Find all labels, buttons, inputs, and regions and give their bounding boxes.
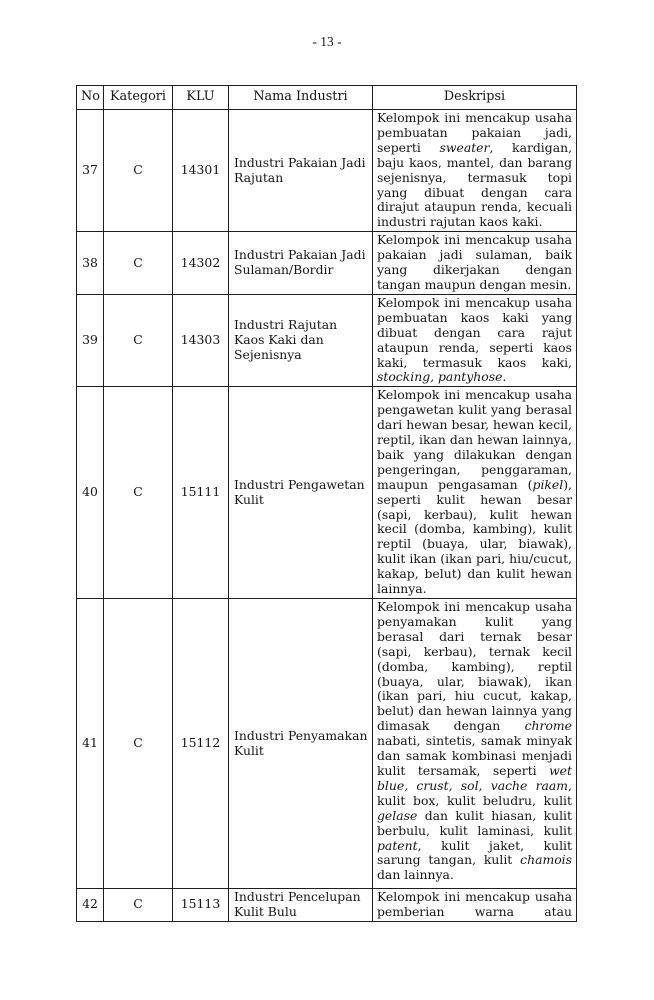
cell-klu: 14302 <box>173 232 229 295</box>
cell-kategori: C <box>104 387 173 599</box>
cell-klu: 15113 <box>173 889 229 922</box>
cell-deskripsi <box>373 387 577 599</box>
header-deskripsi: Deskripsi <box>373 86 577 110</box>
klu-classification-table <box>76 85 577 922</box>
text-segment: chamois <box>520 852 572 868</box>
cell-deskripsi <box>373 110 577 232</box>
cell-kategori: C <box>104 294 173 386</box>
cell-klu: 15112 <box>173 599 229 889</box>
cell-klu: 14301 <box>173 110 229 232</box>
text-segment: pikel <box>532 476 564 492</box>
cell-kategori: C <box>104 232 173 295</box>
text-segment: patent <box>377 837 418 853</box>
text-segment: Kelompok ini mencakup usaha pengawetan kulit yang berasal dari hewan besar, hewan kecil, reptil, ikan dan hewan lainnya, baik yang dilakukan dengan pengeringan, penggaraman, maupun pengasaman ( <box>377 387 572 492</box>
text-segment: , kulit box, kulit beludru, kulit <box>377 777 572 808</box>
cell-no: 39 <box>77 294 104 386</box>
header-klu: KLU <box>173 86 229 110</box>
table-row <box>77 599 577 889</box>
cell-no: 38 <box>77 232 104 295</box>
text-segment: gelase <box>377 807 418 823</box>
cell-no: 40 <box>77 387 104 599</box>
text-segment: , kardigan, baju kaos, mantel, dan barang sejenisnya, termasuk topi yang dibuat dengan cara dirajut ataupun renda, kecuali industri rajutan kaos kaki. <box>377 139 573 230</box>
cell-deskripsi <box>373 599 577 889</box>
text-segment: , kulit jaket, kulit sarung tangan, kulit <box>377 837 572 868</box>
text-segment: . <box>502 369 507 385</box>
header-no: No <box>77 86 104 110</box>
cell-nama-industri: Industri Pengawetan Kulit <box>229 387 373 599</box>
cell-klu: 15111 <box>173 387 229 599</box>
cell-kategori: C <box>104 889 173 922</box>
text-segment: wet blue, crust, sol, vache raam <box>377 762 572 793</box>
table-row <box>77 889 577 922</box>
cell-nama-industri: Industri Penyamakan Kulit <box>229 599 373 889</box>
cell-deskripsi <box>373 294 577 386</box>
cell-kategori: C <box>104 110 173 232</box>
header-nama-industri: Nama Industri <box>229 86 373 110</box>
cell-no: 42 <box>77 889 104 922</box>
text-segment: Kelompok ini mencakup usaha pembuatan pakaian jadi, seperti <box>377 110 572 155</box>
cell-klu: 14303 <box>173 294 229 386</box>
text-segment: dan kulit hiasan, kulit berbulu, kulit laminasi, kulit <box>377 807 572 838</box>
text-segment: Kelompok ini mencakup usaha pemberian warna atau <box>377 889 572 919</box>
table-row <box>77 294 577 386</box>
cell-deskripsi <box>373 232 577 295</box>
text-segment: Kelompok ini mencakup usaha pembuatan kaos kaki yang dibuat dengan cara rajut ataupun renda, seperti kaos kaki, termasuk kaos kaki, <box>377 294 572 370</box>
table-header-row <box>77 86 577 110</box>
text-segment: sweater <box>439 139 490 155</box>
cell-no: 37 <box>77 110 104 232</box>
page-number: - 13 - <box>312 34 342 49</box>
cell-nama-industri: Industri Rajutan Kaos Kaki dan Sejenisnya <box>229 294 373 386</box>
table-row <box>77 387 577 599</box>
text-segment: Kelompok ini mencakup usaha pakaian jadi sulaman, baik yang dikerjakan dengan tangan maupun dengan mesin. <box>377 232 572 292</box>
text-segment: Kelompok ini mencakup usaha penyamakan kulit yang berasal dari ternak besar (sapi, kerbau), ternak kecil (domba, kambing), reptil (buaya, ular, biawak), ikan (ikan pari, hiu cucut, kakap, belut) dan hewan lainnya yang dimasak dengan <box>377 599 572 734</box>
cell-no: 41 <box>77 599 104 889</box>
cell-nama-industri: Industri Pakaian Jadi Sulaman/Bordir <box>229 232 373 295</box>
table-row <box>77 232 577 295</box>
cell-nama-industri: Industri Pencelupan Kulit Bulu <box>229 889 373 922</box>
cell-deskripsi <box>373 889 577 922</box>
text-segment: stocking, pantyhose <box>377 369 503 385</box>
text-segment: dan lainnya. <box>377 867 454 883</box>
text-segment: chrome <box>524 718 572 734</box>
text-segment: ), seperti kulit hewan besar (sapi, kerbau), kulit hewan kecil (domba, kambing), kulit reptil (buaya, ular, biawak), kulit ikan (ikan pari, hiu/cucut, kakap, belut) dan kulit hewan lainnya. <box>377 476 572 597</box>
table-row <box>77 110 577 232</box>
text-segment: nabati, sintetis, samak minyak dan samak kombinasi menjadi kulit tersamak, seperti <box>377 733 572 778</box>
cell-nama-industri: Industri Pakaian Jadi Rajutan <box>229 110 373 232</box>
header-kategori: Kategori <box>104 86 173 110</box>
cell-kategori: C <box>104 599 173 889</box>
